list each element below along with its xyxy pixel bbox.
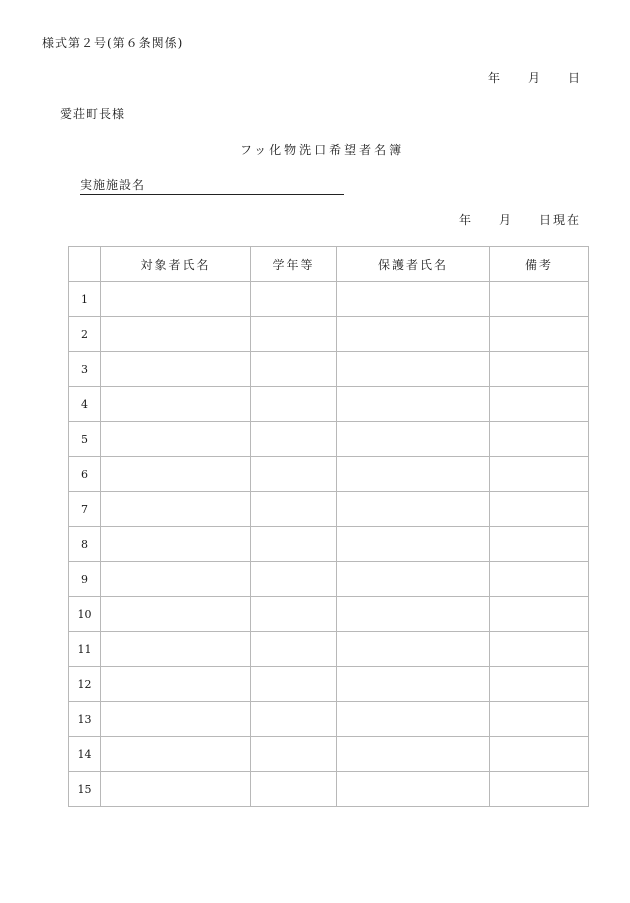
row-number: 4 (69, 387, 101, 422)
guardian-name-cell[interactable] (337, 702, 490, 737)
table-row (69, 352, 589, 387)
remarks-cell[interactable] (490, 457, 589, 492)
row-number: 8 (69, 527, 101, 562)
as-of-date-line (459, 211, 581, 228)
date-year-label: 年 (488, 71, 503, 85)
grade-cell[interactable] (251, 737, 337, 772)
remarks-cell[interactable] (490, 422, 589, 457)
document-title: フッ化物洗口希望者名簿 (240, 143, 405, 157)
student-name-cell[interactable] (101, 667, 251, 702)
as-of-year-label: 年 (459, 213, 474, 227)
date-month-label: 月 (528, 71, 543, 85)
guardian-name-cell[interactable] (337, 527, 490, 562)
table-row (69, 597, 589, 632)
remarks-cell[interactable] (490, 772, 589, 807)
as-of-day-label: 日現在 (539, 213, 582, 227)
row-number: 7 (69, 492, 101, 527)
grade-cell[interactable] (251, 282, 337, 317)
guardian-name-cell[interactable] (337, 597, 490, 632)
remarks-cell[interactable] (490, 597, 589, 632)
as-of-month-label: 月 (499, 213, 514, 227)
student-name-cell[interactable] (101, 597, 251, 632)
date-line (488, 69, 582, 86)
row-number: 3 (69, 352, 101, 387)
table-header-row (69, 247, 589, 282)
student-name-cell[interactable] (101, 387, 251, 422)
table-row (69, 492, 589, 527)
row-number: 11 (69, 632, 101, 667)
facility-name-field[interactable] (80, 176, 344, 195)
grade-cell[interactable] (251, 702, 337, 737)
table-row (69, 527, 589, 562)
grade-cell[interactable] (251, 632, 337, 667)
guardian-name-cell[interactable] (337, 772, 490, 807)
remarks-cell[interactable] (490, 527, 589, 562)
grade-cell[interactable] (251, 457, 337, 492)
remarks-cell[interactable] (490, 702, 589, 737)
guardian-name-cell[interactable] (337, 632, 490, 667)
table-row (69, 282, 589, 317)
guardian-name-cell[interactable] (337, 282, 490, 317)
table-row (69, 632, 589, 667)
remarks-cell[interactable] (490, 387, 589, 422)
guardian-name-cell[interactable] (337, 352, 490, 387)
student-name-cell[interactable] (101, 282, 251, 317)
row-number: 5 (69, 422, 101, 457)
remarks-cell[interactable] (490, 667, 589, 702)
remarks-cell[interactable] (490, 317, 589, 352)
table-row (69, 422, 589, 457)
table-row (69, 457, 589, 492)
grade-cell[interactable] (251, 772, 337, 807)
grade-cell[interactable] (251, 597, 337, 632)
guardian-name-cell[interactable] (337, 422, 490, 457)
row-number: 14 (69, 737, 101, 772)
remarks-cell[interactable] (490, 352, 589, 387)
grade-cell[interactable] (251, 352, 337, 387)
student-name-cell[interactable] (101, 527, 251, 562)
guardian-name-cell[interactable] (337, 317, 490, 352)
row-number: 10 (69, 597, 101, 632)
student-name-cell[interactable] (101, 772, 251, 807)
header-grade: 学年等 (251, 247, 337, 282)
row-number: 2 (69, 317, 101, 352)
student-name-cell[interactable] (101, 422, 251, 457)
guardian-name-cell[interactable] (337, 737, 490, 772)
table-row (69, 702, 589, 737)
remarks-cell[interactable] (490, 282, 589, 317)
guardian-name-cell[interactable] (337, 492, 490, 527)
roster-body (69, 282, 589, 807)
grade-cell[interactable] (251, 317, 337, 352)
form-number: 様式第２号(第６条関係) (42, 36, 184, 50)
grade-cell[interactable] (251, 492, 337, 527)
grade-cell[interactable] (251, 387, 337, 422)
row-number: 15 (69, 772, 101, 807)
row-number: 13 (69, 702, 101, 737)
remarks-cell[interactable] (490, 492, 589, 527)
student-name-cell[interactable] (101, 317, 251, 352)
remarks-cell[interactable] (490, 737, 589, 772)
addressee: 愛荘町長様 (60, 107, 126, 121)
remarks-cell[interactable] (490, 632, 589, 667)
row-number: 9 (69, 562, 101, 597)
header-student-name: 対象者氏名 (101, 247, 251, 282)
remarks-cell[interactable] (490, 562, 589, 597)
guardian-name-cell[interactable] (337, 457, 490, 492)
student-name-cell[interactable] (101, 737, 251, 772)
student-name-cell[interactable] (101, 632, 251, 667)
student-name-cell[interactable] (101, 562, 251, 597)
table-row (69, 562, 589, 597)
student-name-cell[interactable] (101, 352, 251, 387)
roster-table (68, 246, 589, 807)
facility-name-label: 実施施設名 (80, 178, 146, 192)
guardian-name-cell[interactable] (337, 387, 490, 422)
table-row (69, 317, 589, 352)
row-number: 6 (69, 457, 101, 492)
row-number: 12 (69, 667, 101, 702)
grade-cell[interactable] (251, 422, 337, 457)
header-guardian-name: 保護者氏名 (337, 247, 490, 282)
table-row (69, 387, 589, 422)
grade-cell[interactable] (251, 562, 337, 597)
date-day-label: 日 (568, 71, 583, 85)
table-row (69, 737, 589, 772)
grade-cell[interactable] (251, 527, 337, 562)
table-row (69, 667, 589, 702)
table-row (69, 772, 589, 807)
grade-cell[interactable] (251, 667, 337, 702)
header-number (69, 247, 101, 282)
header-remarks: 備考 (490, 247, 589, 282)
student-name-cell[interactable] (101, 702, 251, 737)
student-name-cell[interactable] (101, 492, 251, 527)
student-name-cell[interactable] (101, 457, 251, 492)
guardian-name-cell[interactable] (337, 667, 490, 702)
row-number: 1 (69, 282, 101, 317)
guardian-name-cell[interactable] (337, 562, 490, 597)
